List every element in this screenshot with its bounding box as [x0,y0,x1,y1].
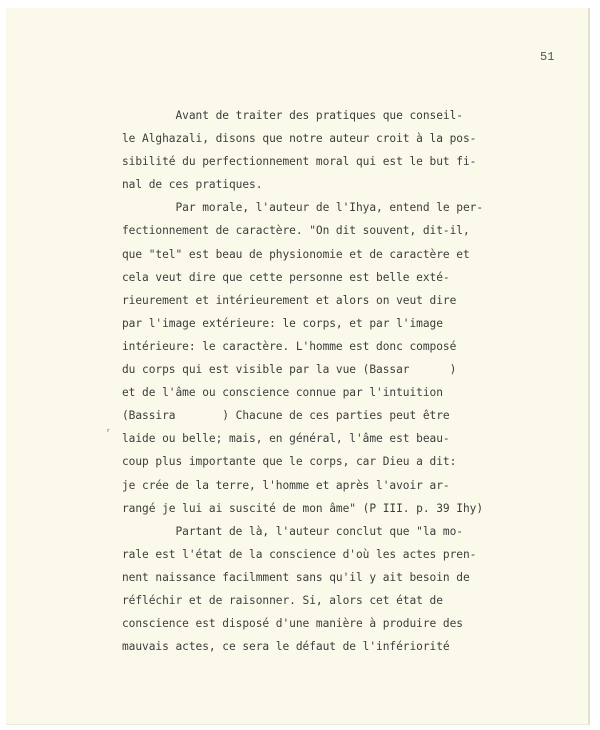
text-line: du corps qui est visible par la vue (Bassar ) [122,363,457,377]
text-line: fectionnement de caractère. "On dit souvent, dit-il, [122,224,470,238]
text-line: nal de ces pratiques. [122,178,263,192]
margin-mark: ᵣ [107,424,110,435]
text-line: mauvais actes, ce sera le défaut de l'infériorité [122,640,450,654]
text-line: nent naissance facilmment sans qu'il y ait besoin de [122,570,470,584]
text-line: intérieure: le caractère. L'homme est donc composé [122,339,457,353]
text-line: Partant de là, l'auteur conclut que "la mo- [122,524,463,538]
text-line: sibilité du perfectionnement moral qui est le but fi- [122,155,477,169]
text-line: (Bassira ) Chacune de ces parties peut être [122,409,450,423]
text-line: le Alghazali, disons que notre auteur croit à la pos- [122,132,477,146]
text-line: par l'image extérieure: le corps, et par l'image [122,316,443,330]
text-line: Avant de traiter des pratiques que conseil- [122,109,463,122]
text-line: rangé je lui ai suscité de mon âme" (P III. p. 39 Ihy) [122,501,484,515]
text-line: rieurement et intérieurement et alors on veut dire [122,293,457,307]
text-line: réfléchir et de raisonner. Si, alors cet état de [122,593,443,607]
text-line: Par morale, l'auteur de l'Ihya, entend le per- [122,201,484,215]
text-line: conscience est disposé d'une manière à produire des [122,617,463,631]
text-line: je crée de la terre, l'homme et après l'avoir ar- [122,478,450,492]
text-line: cela veut dire que cette personne est belle exté- [122,270,450,284]
text-line: et de l'âme ou conscience connue par l'intuition [122,386,443,400]
text-line: rale est l'état de la conscience d'où les actes pren- [122,547,477,561]
typewritten-page [6,8,590,725]
page-number: 51 [540,50,555,64]
body-text [122,104,522,658]
text-line: que "tel" est beau de physionomie et de caractère et [122,247,470,261]
text-line: laide ou belle; mais, en général, l'âme est beau- [122,432,450,446]
text-line: coup plus importante que le corps, car Dieu a dit: [122,455,457,469]
